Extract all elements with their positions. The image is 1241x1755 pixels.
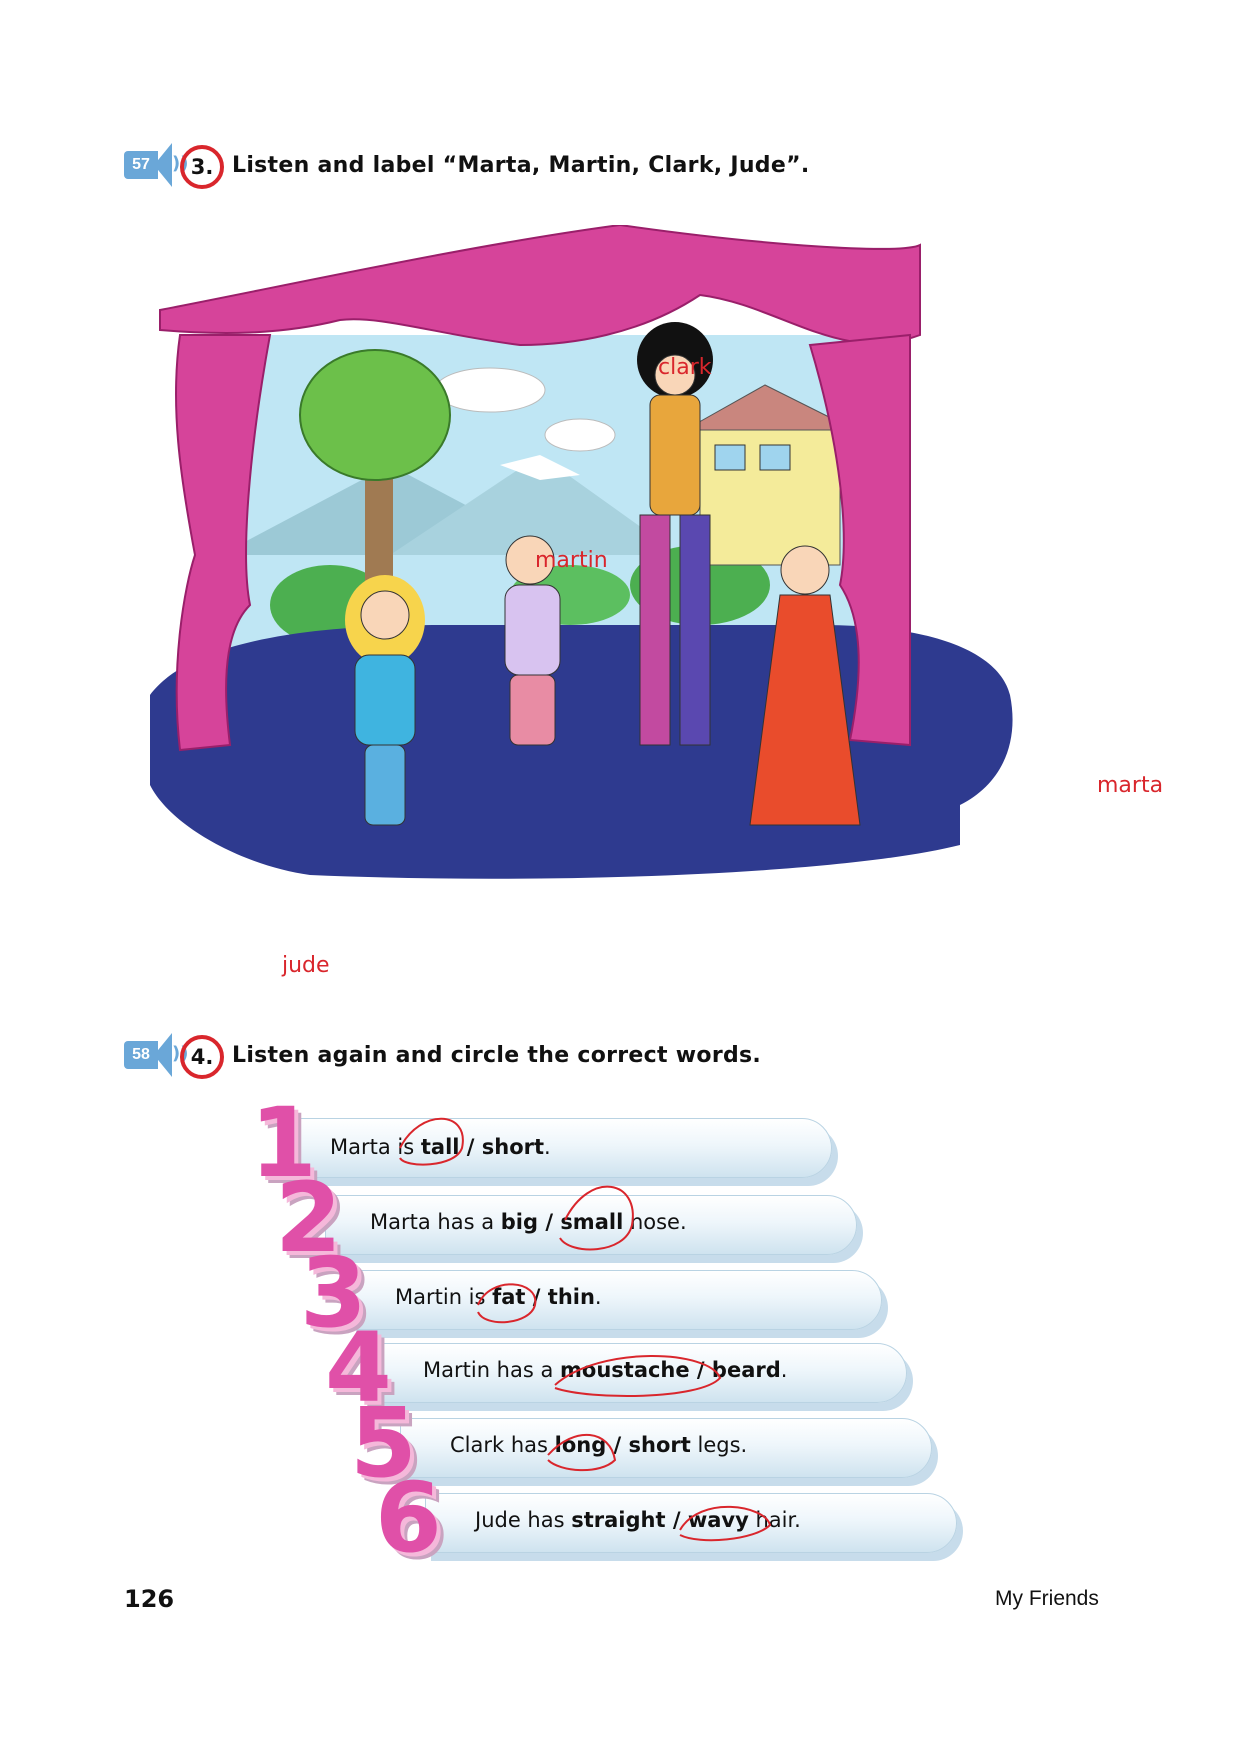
option-short[interactable]: short xyxy=(628,1433,691,1457)
sentence-1 xyxy=(330,1135,551,1159)
option-separator: / xyxy=(459,1135,482,1159)
option-separator: / xyxy=(525,1285,548,1309)
house-window-1 xyxy=(715,445,745,470)
option-fat[interactable]: fat xyxy=(492,1285,526,1309)
option-thin[interactable]: thin xyxy=(547,1285,595,1309)
option-separator: / xyxy=(665,1508,688,1532)
sentence-text: Martin has a xyxy=(423,1358,561,1382)
item-number-3: 3 xyxy=(300,1237,367,1349)
item-number-5: 5 xyxy=(350,1387,417,1499)
cloud-1 xyxy=(435,368,545,412)
option-short[interactable]: short xyxy=(481,1135,545,1159)
tree-crown xyxy=(300,350,450,480)
sentence-text: Martin is xyxy=(395,1285,493,1309)
house-window-2 xyxy=(760,445,790,470)
label-martin: martin xyxy=(535,548,608,573)
exercise-number-4: 4. xyxy=(180,1035,224,1079)
option-long[interactable]: long xyxy=(554,1433,607,1457)
sound-waves-icon: )) xyxy=(172,1043,189,1064)
sentence-5 xyxy=(450,1433,747,1457)
sound-waves-icon: )) xyxy=(172,153,189,174)
item-number-1: 1 xyxy=(250,1087,317,1199)
audio-button-58[interactable] xyxy=(124,1033,189,1077)
audio-track-number: 58 xyxy=(124,1041,158,1069)
option-tall[interactable]: tall xyxy=(420,1135,460,1159)
sentence-text: . xyxy=(780,1358,788,1382)
option-moustache[interactable]: moustache xyxy=(560,1358,690,1382)
option-small[interactable]: small xyxy=(560,1210,624,1234)
sentence-text: nose. xyxy=(623,1210,687,1234)
label-marta: marta xyxy=(1097,773,1164,798)
item-number-4: 4 xyxy=(325,1312,392,1424)
label-jude: jude xyxy=(282,953,330,978)
sentence-text: legs. xyxy=(690,1433,748,1457)
option-wavy[interactable]: wavy xyxy=(687,1508,749,1532)
sentence-text: hair. xyxy=(748,1508,801,1532)
unit-title: My Friends xyxy=(995,1587,1099,1610)
option-big[interactable]: big xyxy=(500,1210,539,1234)
exercise-3-instruction: Listen and label “Marta, Martin, Clark, Jude”. xyxy=(232,153,810,178)
sentence-text: Marta is xyxy=(330,1135,421,1159)
sentence-6 xyxy=(475,1508,801,1532)
option-separator: / xyxy=(606,1433,629,1457)
curtain-valance xyxy=(160,225,920,345)
item-number-6: 6 xyxy=(375,1462,442,1574)
audio-track-number: 57 xyxy=(124,151,158,179)
sentence-2 xyxy=(370,1210,687,1234)
sentence-3 xyxy=(395,1285,602,1309)
page-number: 126 xyxy=(124,1585,175,1613)
audio-button-57[interactable] xyxy=(124,143,189,187)
exercise-4-instruction: Listen again and circle the correct words. xyxy=(232,1043,762,1068)
option-separator: / xyxy=(538,1210,561,1234)
label-clark: clark xyxy=(658,355,712,380)
stage-illustration xyxy=(140,225,1040,985)
sentence-text: Clark has xyxy=(450,1433,555,1457)
item-number-2: 2 xyxy=(275,1162,342,1274)
sentence-text: Marta has a xyxy=(370,1210,501,1234)
option-straight[interactable]: straight xyxy=(571,1508,666,1532)
sentence-text: . xyxy=(594,1285,602,1309)
sentence-text: Jude has xyxy=(475,1508,572,1532)
cloud-2 xyxy=(545,419,615,451)
speaker-icon xyxy=(154,143,172,187)
option-beard[interactable]: beard xyxy=(711,1358,781,1382)
sentence-4 xyxy=(423,1358,787,1382)
exercise-number-3: 3. xyxy=(180,145,224,189)
option-separator: / xyxy=(689,1358,712,1382)
sentence-text: . xyxy=(544,1135,551,1159)
speaker-icon xyxy=(154,1033,172,1077)
